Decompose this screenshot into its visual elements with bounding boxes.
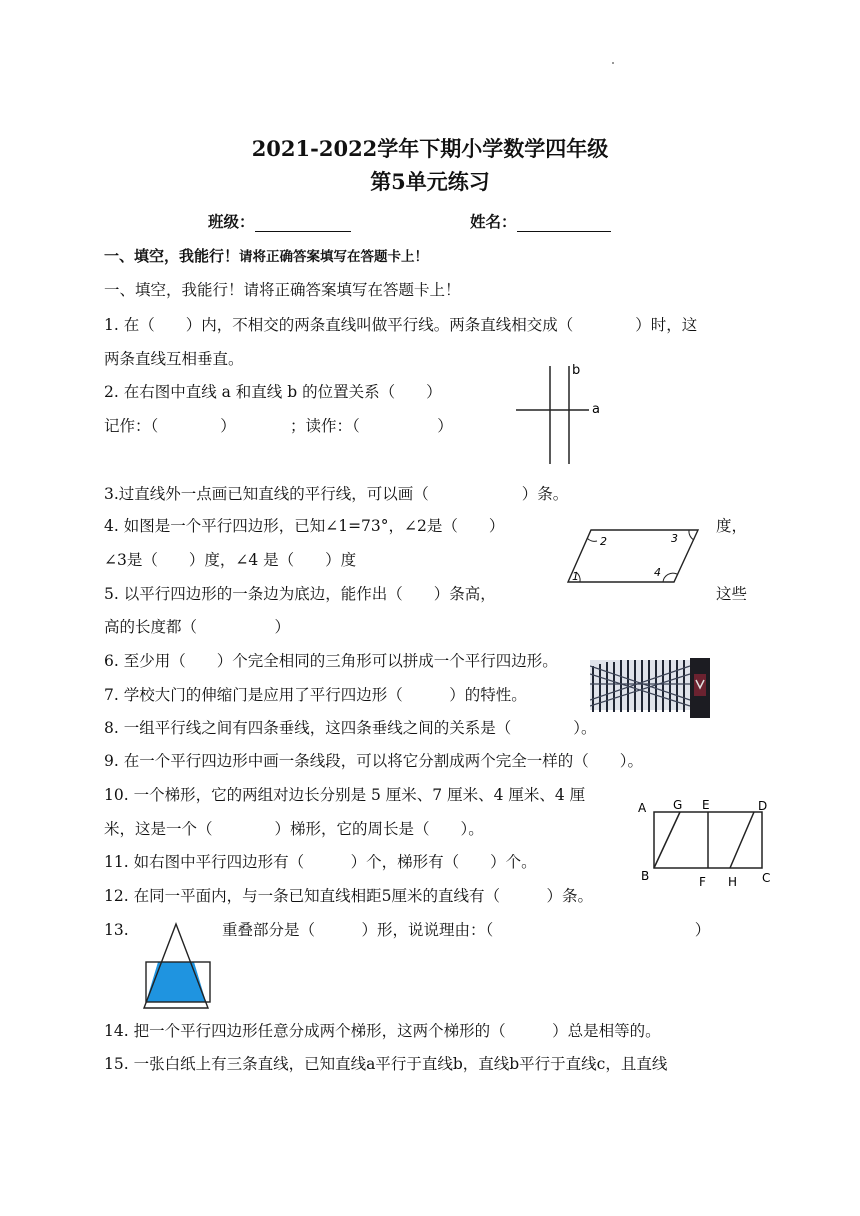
point-label-g: G (673, 798, 683, 812)
q14-line: 14. 把一个平行四边形任意分成两个梯形，这两个梯形的（ ）总是相等的。 (104, 1022, 661, 1040)
q15-line: 15. 一张白纸上有三条直线，已知直线a平行于直线b，直线b平行于直线c，且直线 (104, 1055, 668, 1073)
name-field (470, 212, 611, 232)
section-heading-prefix: 一、填空，我能行！ (104, 247, 240, 265)
q3-line: 3.过直线外一点画已知直线的平行线，可以画（ ）条。 (104, 485, 569, 503)
q9-line: 9. 在一个平行四边形中画一条线段，可以将它分割成两个完全一样的（ ）。 (104, 752, 643, 770)
section-heading (104, 246, 428, 267)
segment-gb (654, 812, 680, 868)
angle-label-4: 4 (654, 566, 661, 579)
q2-line-2: 记作：（ ） ；读作：（ ） (104, 417, 453, 435)
class-blank[interactable] (255, 215, 351, 232)
q1-line-1: 1. 在（ ）内，不相交的两条直线叫做平行线。两条直线相交成（ ）时，这 (104, 316, 698, 334)
class-label: 班级： (208, 212, 255, 231)
section-heading-rest: 请将正确答案填写在答题卡上！ (239, 249, 429, 265)
q5-line-1-end: 这些 (716, 585, 748, 603)
name-label: 姓名： (470, 212, 517, 231)
gate-background (590, 660, 690, 710)
point-label-b: B (641, 869, 650, 883)
label-a: a (592, 402, 600, 417)
point-label-h: H (728, 875, 738, 889)
segment-dh (730, 812, 754, 868)
angle-label-3: 3 (671, 532, 678, 545)
title-line-1: 2021-2022学年下期小学数学四年级 (251, 136, 609, 161)
gate-panel (694, 674, 706, 696)
angle-3-arc (689, 530, 694, 540)
q11-line: 11. 如右图中平行四边形有（ ）个，梯形有（ ）个。 (104, 853, 537, 871)
figure-sliding-gate (590, 654, 716, 720)
point-label-e: E (702, 798, 710, 812)
point-label-f: F (699, 875, 706, 889)
figure-triangle-rectangle-overlap (140, 920, 216, 1012)
q13-number: 13. (104, 921, 129, 939)
section-heading-repeat: 一、填空，我能行！请将正确答案填写在答题卡上！ (104, 281, 461, 299)
q6-line: 6. 至少用（ ）个完全相同的三角形可以拼成一个平行四边形。 (104, 652, 558, 670)
page-dot (612, 62, 614, 64)
q5-line-2: 高的长度都（ ） (104, 618, 291, 636)
angle-2-arc (587, 538, 597, 541)
q8-line: 8. 一组平行线之间有四条垂线，这四条垂线之间的关系是（ ）。 (104, 719, 597, 737)
title-line-2: 第5单元练习 (370, 169, 490, 194)
q4-line-1-end: 度， (716, 517, 748, 535)
q12-line: 12. 在同一平面内，与一条已知直线相距5厘米的直线有（ ）条。 (104, 887, 593, 905)
angle-label-1: 1 (572, 570, 579, 583)
q4-line-2: ∠3是（ ）度，∠4 是（ ）度 (104, 551, 357, 569)
point-label-c: C (762, 871, 771, 885)
q10-line-2: 米，这是一个（ ）梯形，它的周长是（ ）。 (104, 820, 484, 838)
q1-line-2: 两条直线互相垂直。 (104, 350, 244, 368)
name-blank[interactable] (517, 215, 611, 232)
q5-line-1: 5. 以平行四边形的一条边为底边，能作出（ ）条高， (104, 585, 496, 603)
figure-lines-ab (505, 360, 605, 468)
class-field (208, 212, 351, 232)
point-label-d: D (758, 799, 768, 813)
q10-line-1: 10. 一个梯形，它的两组对边长分别是 5 厘米、7 厘米、4 厘米、4 厘 (104, 786, 586, 804)
q4-line-1: 4. 如图是一个平行四边形，已知∠1=73°，∠2是（ ） (104, 517, 505, 535)
angle-label-2: 2 (600, 535, 607, 548)
overlap-fill (146, 962, 206, 1002)
point-label-a: A (638, 801, 647, 815)
label-b: b (572, 363, 581, 378)
q13-line: 重叠部分是（ ）形，说说理由：（ ） (222, 921, 711, 939)
parallelogram-shape (568, 530, 698, 582)
figure-parallelogram (562, 524, 712, 590)
q7-line: 7. 学校大门的伸缩门是应用了平行四边形（ ）的特性。 (104, 686, 527, 704)
q2-line-1: 2. 在右图中直线 a 和直线 b 的位置关系（ ） (104, 383, 442, 401)
figure-rectangle-abcd (634, 794, 780, 890)
